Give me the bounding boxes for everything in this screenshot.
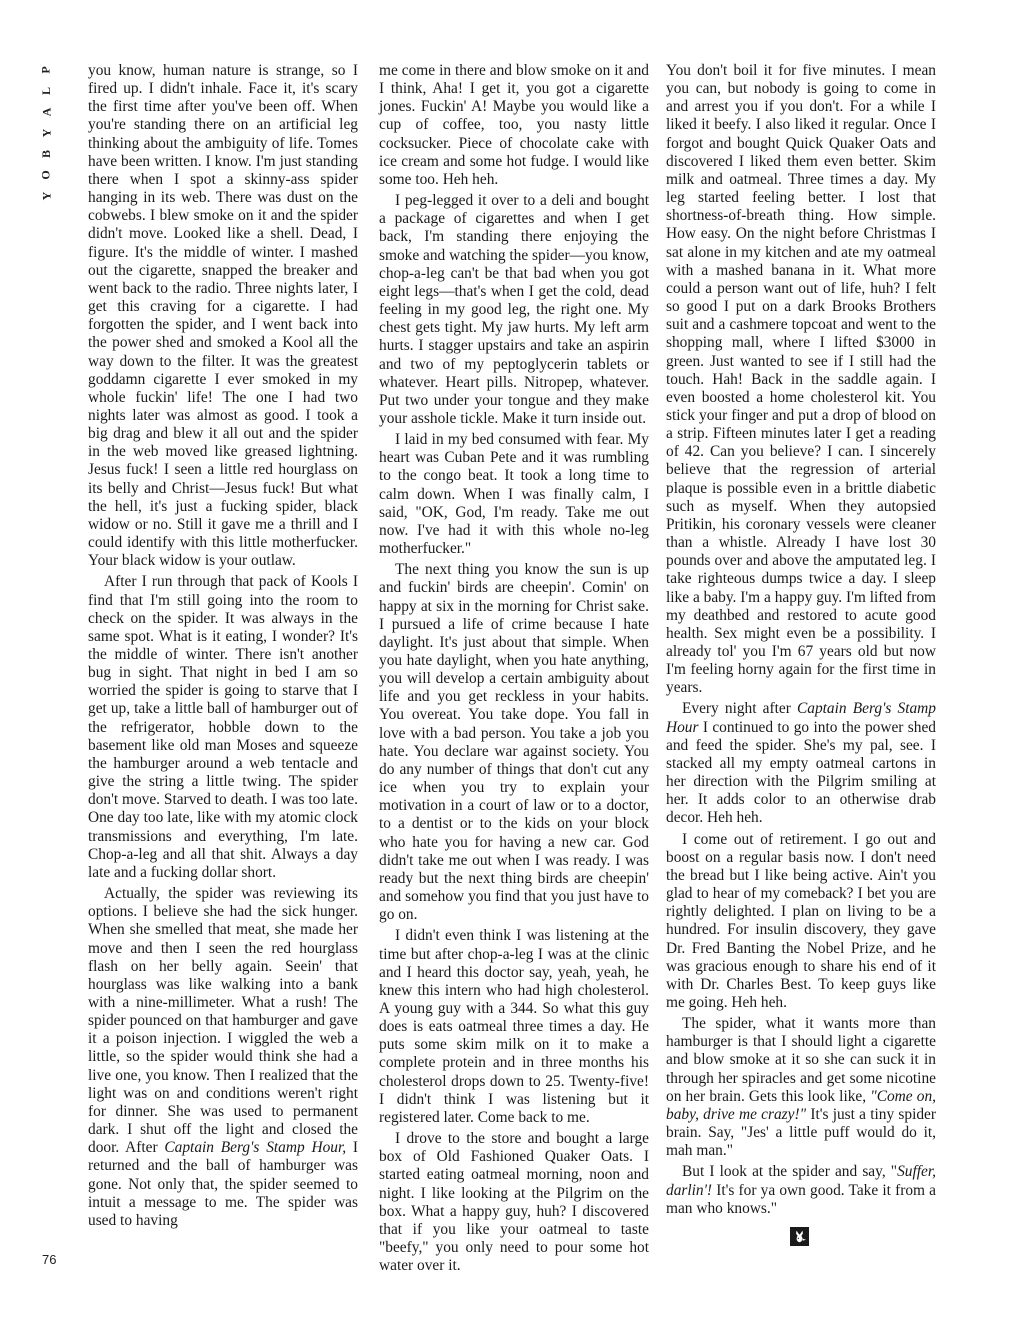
program-title: Captain Berg's Stamp Hour [666,700,936,736]
text-column-2 [379,62,649,1275]
masthead-letter: L [38,86,53,96]
paragraph-text: The spider, what it wants more than hamburger is that I should light a cigarette and blow smoke at it so she can suck it in through her spiracles and get some nicotine on her brain. Gets this look like, [666,1015,936,1105]
masthead-letter: B [38,149,53,159]
paragraph [666,1163,936,1217]
masthead-letter: O [39,170,53,180]
paragraph: me come in there and blow smoke on it and I think, Aha! I get it, you got a cigarette jones. Fuckin' A! Maybe you would like a cup of coffee, too, you nasty little cocksucker. Piece of chocolate cake with ice cream and some hot fudge. I would like some too. Heh heh. [379,62,649,188]
paragraph: You don't boil it for five minutes. I mean you can, but nobody is going to come in and arrest you if you don't. For a while I liked it beefy. I also liked it regular. Once I forgot and bought Quick Quaker Oats and discovered I liked them even better. Skim milk and oatmeal. Three times a day. My leg started feeling better. I lost that shortness-of-breath thing. How simple. How easy. On the night before Christmas I sat alone in my kitchen and ate my oatmeal with a mashed banana in it. What more could a person want out of life, huh? I felt so good I put on a dark Brooks Brothers suit and a cashmere topcoat and went to the shopping mall, where I lifted $3000 in green. Just wanted to see if I still had the touch. Hah! Back in the saddle again. I even boosted a home cholesterol kit. You stick your finger and put a drop of blood on a strip. Fifteen minutes later I get a reading of 42. Can you believe? I can. I sincerely believe that the regression of arterial plaque is possible even in a brittle diabetic such as myself. When they autopsied Pritikin, his coronary vessels were cleaner than a whistle. Already I have lost 30 pounds over and above the amputated leg. I take righteous dumps twice a day. I sleep like a baby. I'm a happy guy. I'm lifted from my deathbed and restored to acute good health. Sex might even be a possibility. I already tol' you I'm 67 years old but now I'm feeling horny again for the first time in years. [666,62,936,697]
paragraph-text: It's just a tiny spider brain. Say, "Jes' a little puff would do it, mah man." [666,1105,937,1160]
paragraph: I laid in my bed consumed with fear. My heart was Cuban Pete and it was rumbling to the congo beat. It took a long time to calm down. When I was finally calm, I said, "OK, God, I'm ready. Take me out now. I've had it with this whole no-leg motherfucker." [379,431,649,558]
program-title: Captain Berg's Stamp Hour, [164,1139,347,1157]
paragraph: I peg-legged it over to a deli and bought a package of cigarettes and when I get back, I'm standing there enjoying the smoke and watching the spider—you know, chop-a-leg can't be that bad when you got eight legs—that's when I get the cold, dead feeling in my good leg, the right one. My chest gets tight. My jaw hurts. My left arm hurts. I stagger upstairs and take an aspirin and two of my peptoglycerin tablets or whatever. Heart pills. Nitropep, whatever. Put two under your tongue and they make your asshole tickle. Make it turn inside out. [379,192,649,427]
masthead [36,64,56,202]
paragraph: The next thing you know the sun is up and fuckin' birds are cheepin'. Comin' on happy at six in the morning for Christ sake. I pursued a life of crime because I hate daylight. It's just about that simple. When you hate daylight, when you hate anything, you will develop a certain ambiguity about life and you get reckless in your habits. You overeat. You take dope. You fall in love with a bad person. You take a job you hate. You declare war against society. You do any number of things that don't cut any ice when you try to explain your motivation in a court of law or to a doctor, to a dentist or to the kids on your block who hate you for having a new car. God didn't take me out when I was ready. I was ready but the next thing birds are cheepin' and somehow you find that you just have to go on. [379,561,649,924]
text-column-1 [88,62,358,1230]
paragraph-text: It's for ya own good. Take it from a man who knows." [666,1181,936,1217]
quote: Suffer, darlin'! [666,1163,936,1199]
masthead-letter: A [38,107,53,117]
masthead-letter: P [39,66,53,74]
paragraph-text: I continued to go into the power shed and feed the spider. She's my pal, see. I stacked all my empty oatmeal cartons in her direction with the Pilgrim smiling at her. It adds color to an otherwise drab decor. Heh heh. [666,718,936,827]
masthead-letter: Y [38,191,53,201]
paragraph-text: Actually, the spider was reviewing its options. I believe she had the sick hunger. When she smelled that meat, she made her move and then I seen the red hourglass flash on her belly again. Seein' that hourglass was like walking into a bank with a nine-millimeter. What a rush! The spider pounced on that hamburger and gave it a poison injection. I wiggled the web a little, so the spider would think she had a live one, you know. Then I realized that the light was on and conditions weren't right for dinner. She was used to permanent dark. I shut off the light and closed the door. After [88,885,358,1157]
text-column-3 [666,62,936,1218]
paragraph: you know, human nature is strange, so I fired up. I didn't inhale. Face it, it's scary the first time after you've been off. When you're standing there on an artificial leg thinking about the ambiguity of life. Tomes have been written. I know. I'm just standing there when I spot a skinny-ass spider hanging in its web. There was dust on the cobwebs. I blew smoke on it and the spider didn't move. Looked like a shell. Dead, I figure. It's the middle of winter. I mashed out the cigarette, snapped the breaker and went back to the radio. Three nights later, I get this craving for a cigarette. I had forgotten the spider, and I went back into the power shed and smoked a Kool all the way down to the filter. It was the greatest goddamn cigarette I ever smoked in my whole fuckin' life! The one I had two nights later was almost as good. I took a big drag and blew it all out and the spider in the web moved like greased lightning. Jesus fuck! I seen a little red hourglass on its belly and Christ—Jesus fuck! But what the hell, it's just a fucking spider, black widow or no. Still it gave me a thrill and I could identify with this little motherfucker. Your black widow is your outlaw. [88,62,358,570]
paragraph-text: But I look at the spider and say, " [682,1163,898,1181]
paragraph-text: Every night after [682,700,797,718]
paragraph: I didn't even think I was listening at the time but after chop-a-leg I was at the clinic and I heard this doctor say, yeah, yeah, he knew this intern who had high cholesterol. A young guy with a 344. So what this guy does is eats oatmeal three times a day. He puts some skim milk on it to make a complete protein and in three months his cholesterol drops down to 25. Twenty-five! I didn't think I was listening but it registered later. Come back to me. [379,927,649,1126]
rabbit-head-icon [790,1227,809,1246]
paragraph [666,700,936,827]
page-number: 76 [42,1252,57,1267]
paragraph: After I run through that pack of Kools I find that I'm still going into the room to check on the spider. It was always in the same spot. What is it eating, I wonder? It's the middle of winter. There isn't another bug in sight. That night in bed I am so worried the spider is going to starve that I get up, take a little ball of hamburger out of the refrigerator, hobble down to the basement like old man Moses and squeeze the hamburger around a web tentacle and give the string a little twing. The spider don't move. Starved to death. I was too late. One day too late, like with my atomic clock transmissions and everything, I'm late. Chop-a-leg and all that shit. Always a day late and a fucking dollar short. [88,573,358,881]
masthead-letter: Y [38,128,53,138]
paragraph: I come out of retirement. I go out and boost on a regular basis now. I don't need the bread but I like being active. Ain't you glad to hear of my comeback? I bet you are rightly delighted. I plan on living to be a hundred. For insulin discovery, they gave Dr. Fred Banting the Nobel Prize, and he was gracious enough to share his end of it with Dr. Charles Best. To keep guys like me going. Heh heh. [666,830,936,1011]
paragraph-text: I returned and the ball of hamburger was gone. Not only that, the spider seemed to intuit a message to me. The spider was used to having [88,1139,358,1229]
paragraph [88,885,358,1230]
paragraph [666,1015,936,1160]
paragraph: I drove to the store and bought a large box of Old Fashioned Quaker Oats. I started eating oatmeal morning, noon and night. I like looking at the Pilgrim on the box. What a happy guy, huh? I discovered that if you like your oatmeal to taste "beefy," you only need to pour some hot water over it. [379,1130,649,1275]
quote: "Come on, baby, drive me crazy!" [666,1087,936,1123]
